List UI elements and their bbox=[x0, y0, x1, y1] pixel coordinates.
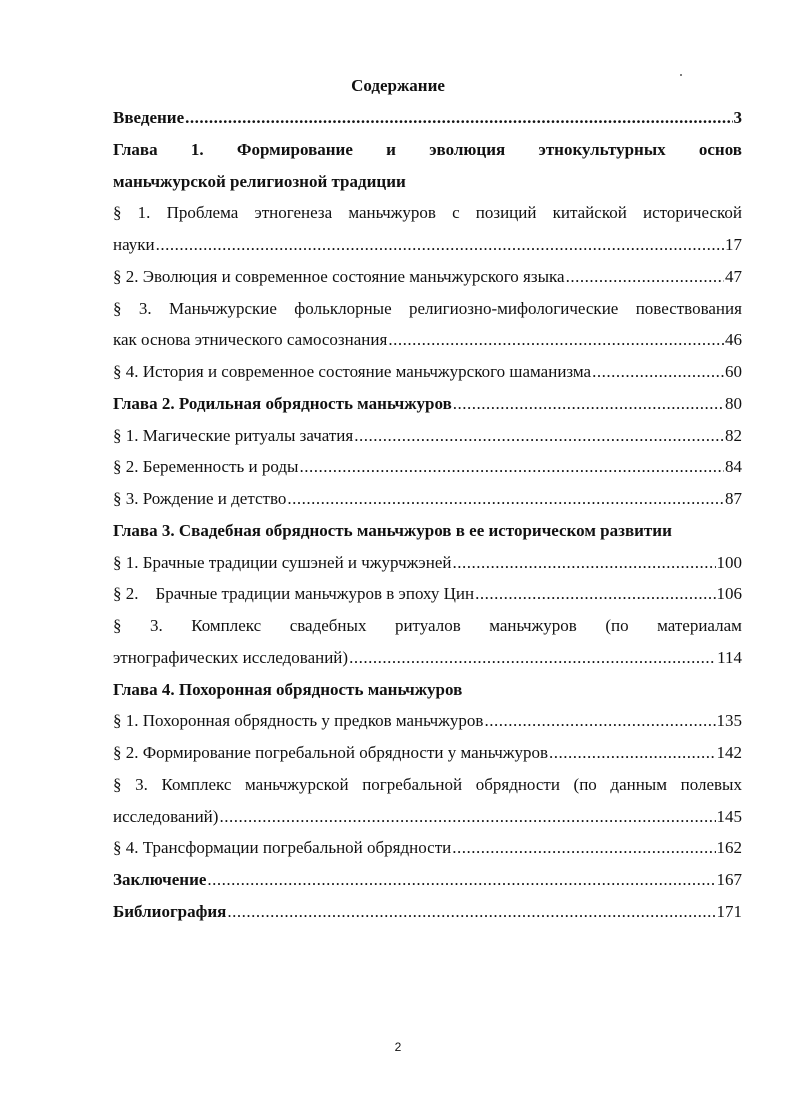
toc-entry-text: Глава 3. Свадебная обрядность маньчжуров в ее историческом развитии bbox=[113, 520, 672, 540]
toc-word: эволюция bbox=[429, 139, 506, 159]
toc-word: 1. bbox=[137, 203, 151, 223]
dot-leader bbox=[592, 356, 724, 388]
dot-leader bbox=[388, 324, 724, 356]
toc-word: данным bbox=[610, 774, 667, 794]
dot-leader bbox=[207, 864, 715, 896]
toc-word: ритуалов bbox=[394, 616, 461, 635]
toc-word: китайской bbox=[552, 203, 627, 223]
toc-word: (по bbox=[605, 616, 629, 635]
dot-leader bbox=[549, 737, 715, 769]
toc-entry-text: § 1. Брачные традиции сушэней и чжурчжэней bbox=[113, 552, 452, 572]
toc-bibliography[interactable] bbox=[113, 896, 742, 928]
dot-leader bbox=[453, 388, 724, 420]
toc-section-3-3-line1[interactable] bbox=[113, 610, 742, 642]
toc-entry-text: Глава 2. Родильная обрядность маньчжуров bbox=[113, 393, 452, 413]
toc-entry-page: 3 bbox=[733, 108, 742, 127]
toc-section-4-4[interactable] bbox=[113, 832, 742, 864]
toc-word: Маньчжурские bbox=[168, 298, 277, 318]
toc-section-4-2[interactable] bbox=[113, 737, 742, 769]
toc-word: этнокультурных bbox=[538, 139, 666, 159]
toc-entry-text: § 1. Похоронная обрядность у предков маньчжуров bbox=[113, 711, 484, 731]
toc-entry-page: 82 bbox=[725, 425, 742, 445]
dot-leader bbox=[227, 896, 715, 928]
dot-leader bbox=[219, 801, 715, 833]
toc-chapter-3[interactable] bbox=[113, 515, 742, 547]
toc-chapter-4[interactable] bbox=[113, 674, 742, 706]
toc-word: свадебных bbox=[289, 616, 367, 635]
toc-entry-page: 114 bbox=[717, 647, 742, 667]
dot-leader bbox=[156, 229, 724, 261]
toc-word: Формирование bbox=[236, 139, 353, 159]
toc-entry-page: 46 bbox=[725, 330, 742, 350]
toc-chapter-1-line2[interactable] bbox=[113, 166, 742, 198]
toc-entry-text: § 1. Магические ритуалы зачатия bbox=[113, 425, 354, 445]
toc-word: маньчжуров bbox=[348, 203, 436, 223]
toc-entry-text: Глава 4. Похоронная обрядность маньчжуров bbox=[113, 679, 463, 699]
dot-leader bbox=[299, 451, 724, 483]
toc-entry-text: маньчжурской религиозной традиции bbox=[113, 171, 406, 191]
toc-section-4-1[interactable] bbox=[113, 705, 742, 737]
toc-word: исторической bbox=[642, 203, 742, 223]
toc-entry-text: § 4. Трансформации погребальной обрядности bbox=[113, 838, 452, 858]
toc-word: Проблема bbox=[166, 203, 239, 223]
toc-section-1-1-line1[interactable] bbox=[113, 197, 742, 229]
toc-word: § bbox=[113, 203, 122, 223]
toc-word: обрядности bbox=[475, 774, 560, 794]
toc-word: 3. bbox=[138, 298, 152, 318]
toc-word: (по bbox=[573, 774, 597, 794]
toc-section-4-3-line1[interactable] bbox=[113, 769, 742, 801]
toc-word: маньчжуров bbox=[489, 616, 577, 635]
toc-entry-page: 80 bbox=[725, 393, 742, 413]
toc-word: этногенеза bbox=[254, 203, 333, 223]
toc-word: 1. bbox=[190, 139, 204, 159]
toc-entry-text: § 3. Рождение и детство bbox=[113, 489, 287, 508]
toc-chapter-2[interactable] bbox=[113, 388, 742, 420]
toc-word: позиций bbox=[475, 203, 537, 223]
toc-section-4-3-line2[interactable] bbox=[113, 801, 742, 833]
toc-entry-text: Заключение bbox=[113, 870, 207, 889]
dot-leader bbox=[354, 420, 724, 452]
toc-word: погребальной bbox=[362, 774, 463, 794]
toc-word: Глава bbox=[113, 139, 158, 159]
dot-leader bbox=[484, 705, 715, 737]
toc-section-1-4[interactable] bbox=[113, 356, 742, 388]
toc-entry-page: 145 bbox=[716, 806, 742, 826]
toc-word: 3. bbox=[135, 774, 148, 794]
toc-section-1-3-line2[interactable] bbox=[113, 324, 742, 356]
dot-leader bbox=[185, 102, 732, 134]
toc-entry-page: 106 bbox=[716, 584, 742, 604]
toc-section-3-1[interactable] bbox=[113, 547, 742, 579]
toc-word: § bbox=[113, 774, 122, 794]
toc-word: Комплекс bbox=[191, 616, 262, 635]
toc-section-1-2[interactable] bbox=[113, 261, 742, 293]
dot-leader bbox=[349, 642, 716, 674]
toc-word: религиозно-мифологические bbox=[409, 298, 619, 318]
toc-entry-page: 87 bbox=[725, 489, 742, 508]
dot-leader bbox=[566, 261, 724, 293]
toc-entry-text: науки bbox=[113, 235, 155, 254]
toc-entry-page: 47 bbox=[725, 266, 742, 286]
dot-leader bbox=[475, 578, 715, 610]
toc-entry-text: Введение bbox=[113, 108, 185, 127]
toc-chapter-1-line1[interactable] bbox=[113, 134, 742, 166]
toc-section-1-1-line2[interactable] bbox=[113, 229, 742, 261]
toc-entry-page: 171 bbox=[716, 901, 742, 921]
toc-entry-text: § 2. Эволюция и современное состояние маньчжурского языка bbox=[113, 266, 565, 286]
toc-entry-text: § 2. Беременность и роды bbox=[113, 457, 299, 477]
dot-leader bbox=[452, 832, 715, 864]
toc-section-3-2[interactable] bbox=[113, 578, 742, 610]
toc-word: с bbox=[452, 203, 460, 223]
dot-leader bbox=[452, 547, 715, 579]
table-of-contents bbox=[113, 102, 742, 928]
toc-word: повествования bbox=[635, 298, 742, 318]
toc-entry-page: 142 bbox=[716, 743, 742, 762]
toc-section-2-1[interactable] bbox=[113, 420, 742, 452]
toc-word: основ bbox=[698, 139, 742, 159]
scan-speck bbox=[680, 74, 682, 76]
dot-leader bbox=[287, 483, 724, 515]
toc-section-3-3-line2[interactable] bbox=[113, 642, 742, 674]
toc-word: § bbox=[113, 298, 122, 318]
toc-entry-intro[interactable] bbox=[113, 102, 742, 134]
toc-word: 3. bbox=[150, 616, 163, 635]
toc-entry-text: Библиография bbox=[113, 901, 227, 921]
toc-word: § bbox=[113, 616, 122, 635]
toc-entry-text: § 4. История и современное состояние маньчжурского шаманизма bbox=[113, 362, 592, 381]
toc-word: полевых bbox=[680, 774, 742, 794]
toc-word: Комплекс bbox=[161, 774, 232, 794]
toc-section-2-2[interactable] bbox=[113, 451, 742, 483]
toc-entry-text: как основа этнического самосознания bbox=[113, 330, 388, 350]
toc-word: фольклорные bbox=[294, 298, 392, 318]
toc-entry-text: исследований) bbox=[113, 806, 219, 826]
toc-entry-text: этнографических исследований) bbox=[113, 647, 349, 667]
toc-section-2-3[interactable] bbox=[113, 483, 742, 515]
toc-entry-page: 100 bbox=[716, 552, 742, 572]
toc-section-1-3-line1[interactable] bbox=[113, 293, 742, 325]
toc-entry-text: § 2. Брачные традиции маньчжуров в эпоху Цин bbox=[113, 584, 475, 604]
toc-entry-page: 60 bbox=[725, 362, 742, 381]
toc-entry-page: 162 bbox=[716, 838, 742, 858]
toc-entry-page: 167 bbox=[716, 870, 742, 889]
toc-conclusion[interactable] bbox=[113, 864, 742, 896]
page-number: 2 bbox=[394, 1040, 402, 1054]
toc-word: маньчжурской bbox=[245, 774, 349, 794]
toc-entry-page: 84 bbox=[725, 457, 742, 477]
toc-word: и bbox=[386, 139, 396, 159]
toc-title: Содержание bbox=[351, 76, 445, 95]
toc-entry-text: § 2. Формирование погребальной обрядности у маньчжуров bbox=[113, 743, 549, 762]
toc-word: материалам bbox=[657, 616, 742, 635]
toc-entry-page: 17 bbox=[725, 235, 742, 254]
toc-entry-page: 135 bbox=[716, 711, 742, 731]
